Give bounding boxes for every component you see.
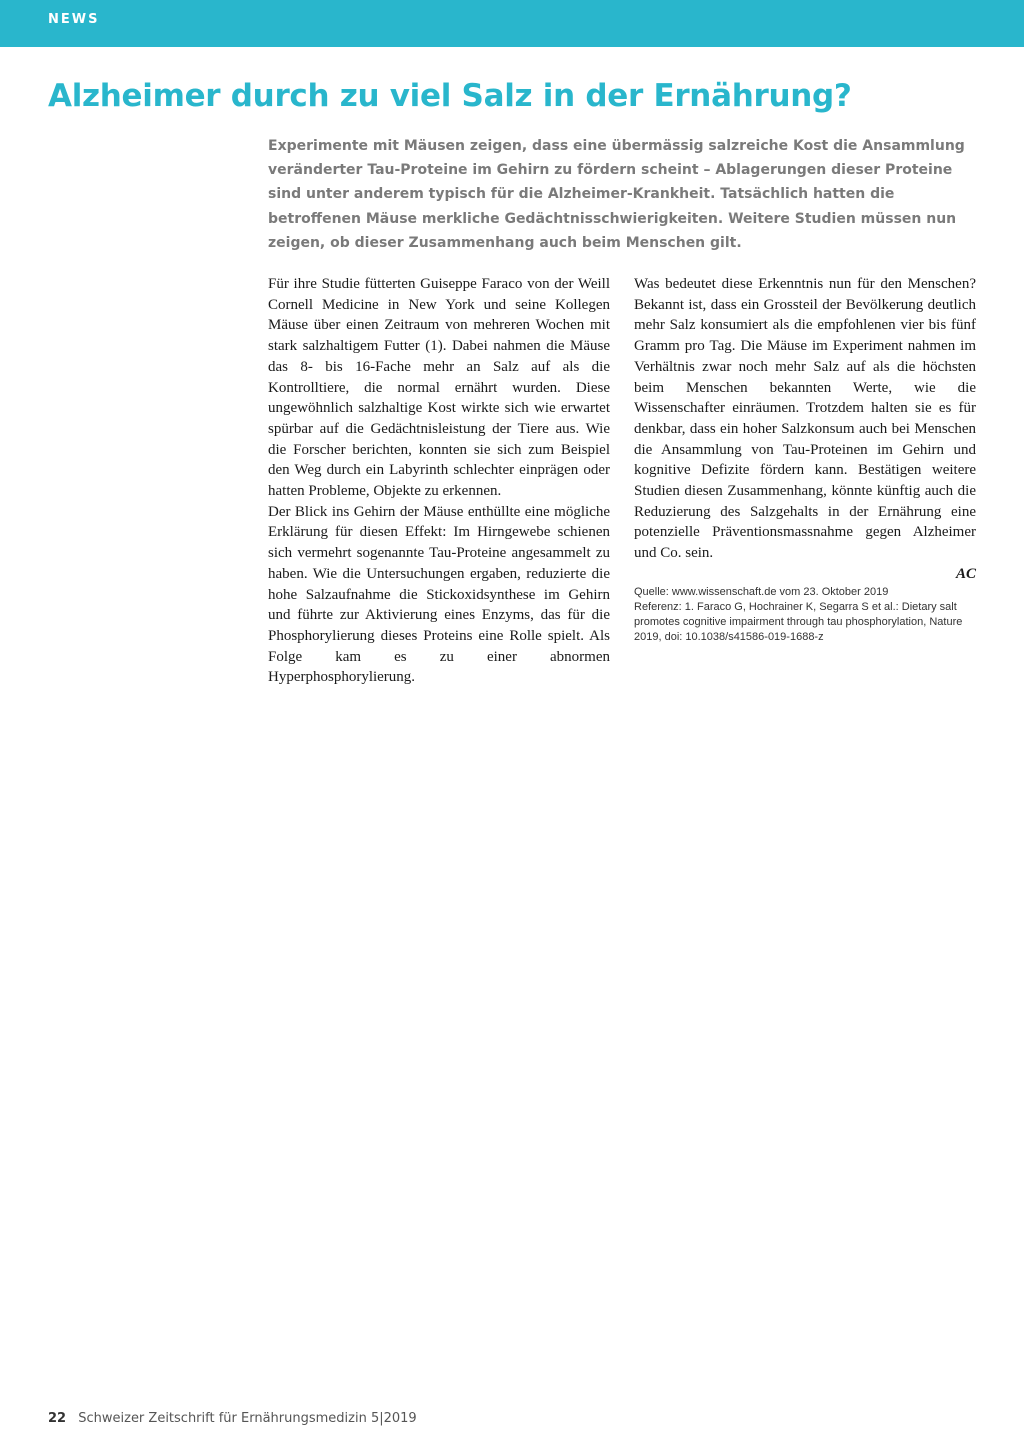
body-paragraph: Der Blick ins Gehirn der Mäuse enthüllte eine mögliche Erklärung für diesen Effekt: Im Hirngewebe schienen sich vermehrt sogenannte Tau-Proteine angesammelt zu haben. Wie die Untersuchungen ergaben, reduzierte die hohe Salzaufnahme die Stickoxidsynthese im Gehirn und führte zur Aktivierung eines Enzyms, das für die Phosphorylierung dieses Proteins eine Rolle spielt. Als Folge kam es zu einer abnormen Hyperphosphorylierung. [268,503,610,686]
body-column-left [268,274,610,688]
reference-note: Referenz: 1. Faraco G, Hochrainer K, Segarra S et al.: Dietary salt promotes cognitive impairment through tau phosphorylation, Nature 2019, doi: 10.1038/s41586-019-1688-z [634,600,963,643]
section-label: NEWS [48,12,100,27]
body-column-right [634,274,976,645]
source-note: Quelle: www.wissenschaft.de vom 23. Oktober 2019 [634,585,889,598]
article-lead: Experimente mit Mäusen zeigen, dass eine übermässig salzreiche Kost die Ansammlung veränderter Tau-Proteine im Gehirn zu fördern scheint – Ablagerungen dieser Proteine sind unter anderem typisch für die Alzheimer-Krankheit. Tatsächlich hatten die betroffenen Mäuse merkliche Gedächtnisschwierigkeiten. Weitere Studien müssen nun zeigen, ob dieser Zusammenhang auch beim Menschen gilt. [268,138,965,251]
body-paragraph: Für ihre Studie fütterten Guiseppe Faraco von der Weill Cornell Medicine in New York und seine Kollegen Mäuse über einen Zeitraum von mehreren Wochen mit stark salzhaltigem Futter (1). Dabei nahmen die Mäuse das 8- bis 16-Fache mehr an Salz auf als die Kontrolltiere, die normal ernährt wurden. Diese ungewöhnlich salzhaltige Kost wirkte sich wie erwartet spürbar auf die Gedächtnisleistung der Tiere aus. Wie die Forscher berichten, konnten sie sich zum Beispiel den Weg durch ein Labyrinth schlechter einprägen oder hatten Probleme, Objekte zu erkennen. [268,276,610,500]
page-footer [48,1411,417,1426]
body-paragraph: Was bedeutet diese Erkenntnis nun für den Menschen? Bekannt ist, dass ein Grossteil der Bevölkerung deutlich mehr Salz konsumiert als die empfohlenen vier bis fünf Gramm pro Tag. Die Mäuse im Experiment nahmen im Verhältnis zwar noch mehr Salz auf als die höchsten beim Menschen bekannten Werte, wie die Wissenschafter einräumen. Trotzdem halten sie es für denkbar, dass ein hoher Salzkonsum auch bei Menschen die Ansammlung von Tau-Proteinen im Gehirn und kognitive Defizite fördern kann. Bestätigen weitere Studien diesen Zusammenhang, könnte künftig auch die Reduzierung des Salzgehalts in der Ernährung eine potenzielle Präventionsmassnahme gegen Alzheimer und Co. sein. [634,276,976,562]
page-number: 22 [48,1411,67,1426]
header-bar [0,0,1024,47]
author-initials: AC [955,565,976,582]
article-title: Alzheimer durch zu viel Salz in der Ernährung? [48,78,852,114]
journal-name: Schweizer Zeitschrift für Ernährungsmedizin 5|2019 [78,1411,417,1426]
